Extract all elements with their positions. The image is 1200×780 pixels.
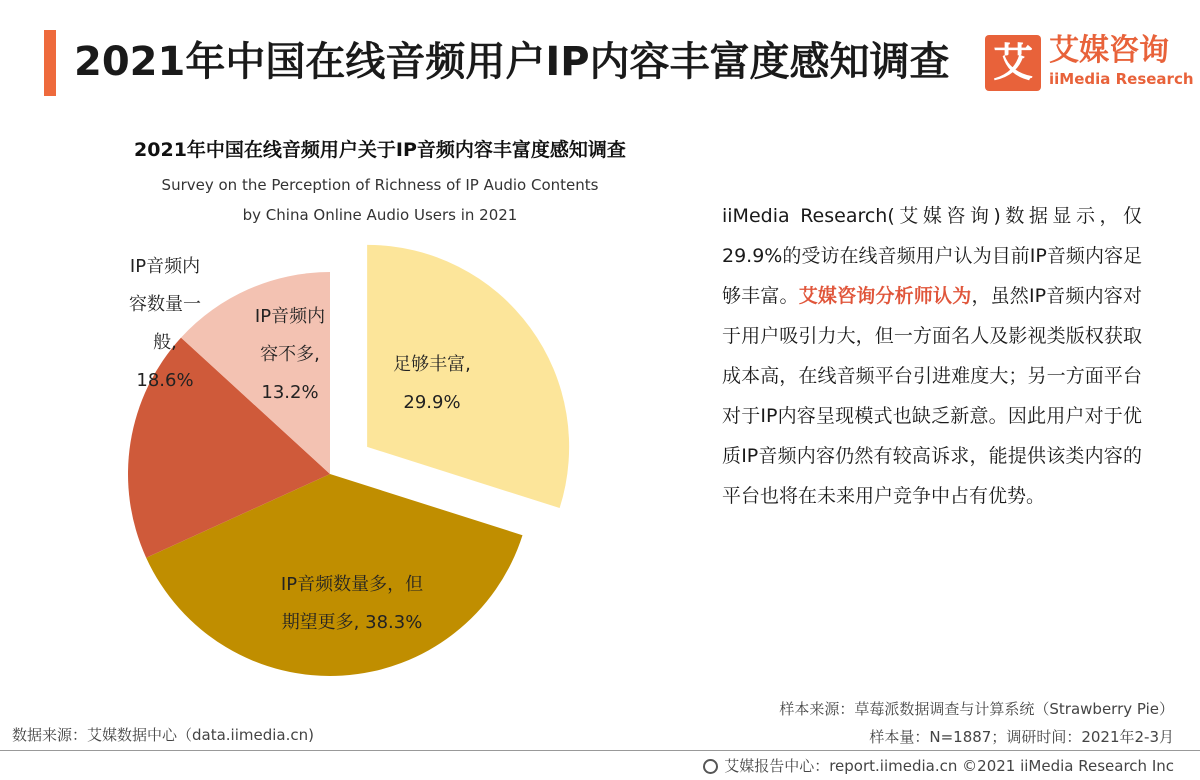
- pie-label-1: IP音频数量多，但期望更多, 38.3%: [280, 574, 424, 633]
- sample-size: 样本量：N=1887；调研时间：2021年2-3月: [869, 728, 1174, 746]
- logo-cn-text: 艾媒咨询: [1049, 33, 1169, 68]
- pie-slice-0: [367, 245, 569, 508]
- sample-source: 样本来源：草莓派数据调查与计算系统（Strawberry Pie）: [779, 700, 1174, 718]
- footer-divider: [0, 750, 1200, 751]
- page-title: 2021年中国在线音频用户IP内容丰富度感知调查: [74, 39, 950, 85]
- report-center-text: 艾媒报告中心：report.iimedia.cn ©2021 iiMedia Research Inc: [724, 757, 1174, 775]
- analysis-text: [722, 196, 1142, 516]
- report-center-icon: [703, 759, 718, 774]
- chart-subtitle-line-1: Survey on the Perception of Richness of IP Audio Contents: [161, 176, 599, 194]
- logo-mark: 艾: [985, 35, 1041, 91]
- report-center: [703, 755, 1174, 777]
- analysis-text-intro: iiMedia Research(艾媒咨询)数据显示，仅29.9%的受访在线音频用户认为目前IP音频内容足够丰富。: [722, 205, 1142, 307]
- logo-en-text: iiMedia Research: [1049, 70, 1194, 88]
- pie-label-0: 足够丰富, 29.9%: [393, 354, 471, 413]
- pie-label-3: IP音频内容不多, 13.2%: [254, 306, 326, 403]
- analysis-text-body: ，虽然IP音频内容对于用户吸引力大，但一方面名人及影视类版权获取成本高，在线音频平台引进难度大；另一方面平台对于IP内容呈现模式也缺乏新意。因此用户对于优质IP音频内容仍然有较高诉求，能提供该类内容的平台也将在未来用户竞争中占有优势。: [722, 285, 1142, 507]
- chart-subtitle-line-2: by China Online Audio Users in 2021: [242, 206, 518, 224]
- data-source: 数据来源：艾媒数据中心（data.iimedia.cn): [12, 726, 314, 744]
- iimedia-logo: [985, 33, 1194, 93]
- analysis-highlight: 艾媒咨询分析师认为: [798, 285, 972, 307]
- pie-label-2: IP音频内容数量一般, 18.6%: [129, 256, 201, 391]
- chart-title: 2021年中国在线音频用户关于IP音频内容丰富度感知调查: [134, 139, 626, 161]
